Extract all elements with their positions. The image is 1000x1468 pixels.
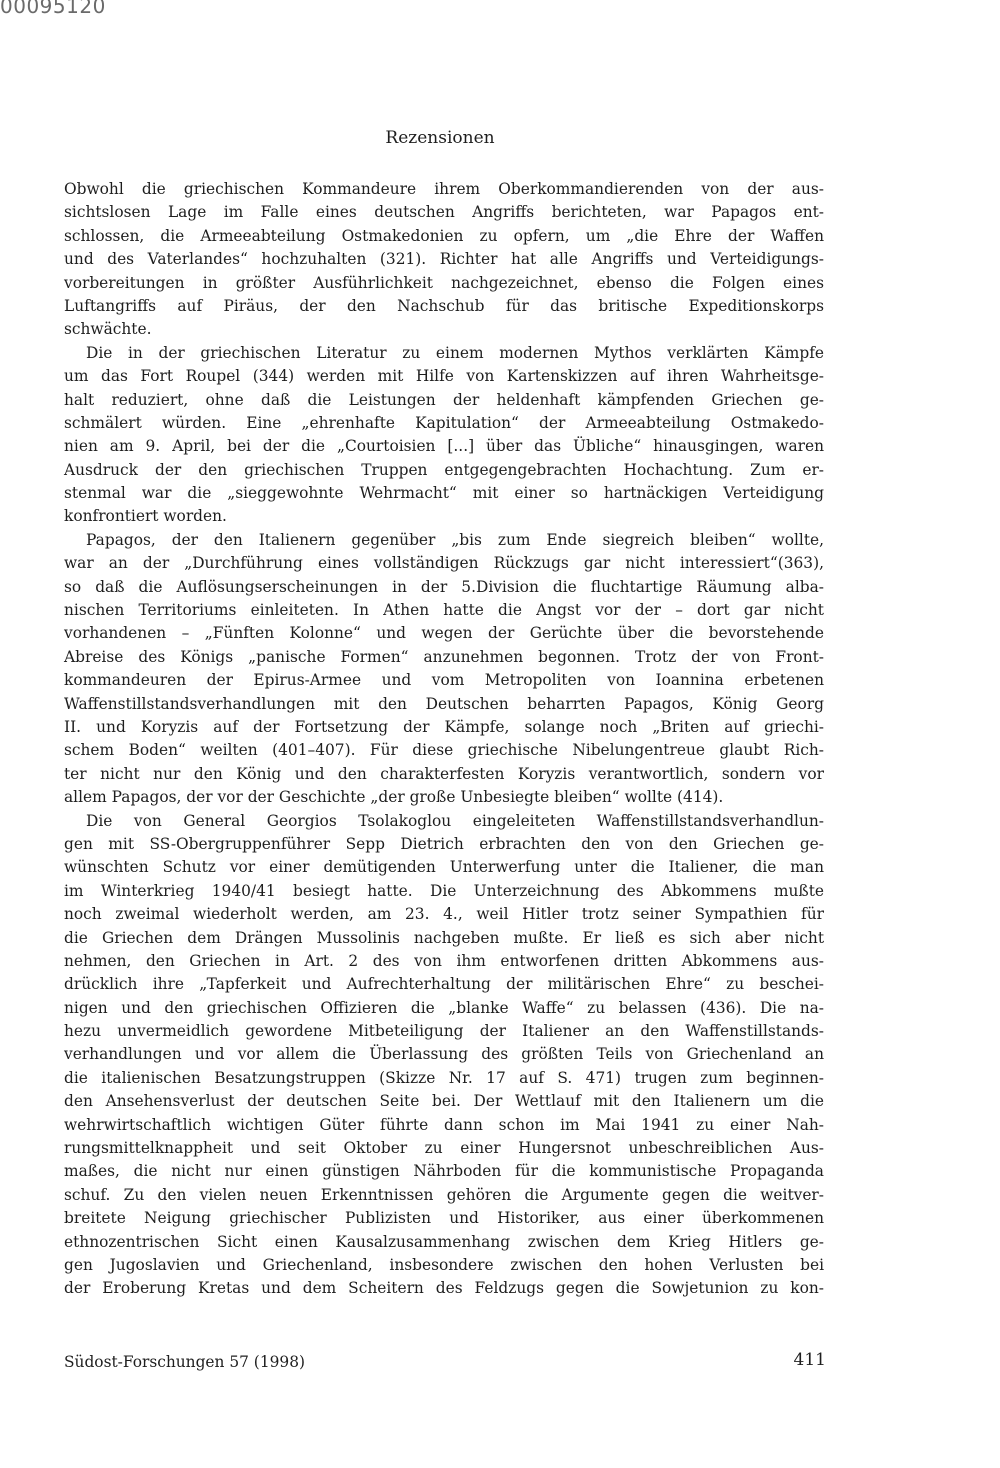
text-line: gen Jugoslavien und Griechenland, insbesondere zwischen den hohen Verlusten bei <box>64 1255 824 1274</box>
text-line: Die von General Georgios Tsolakoglou eingeleiteten Waffenstillstandsverhandlun- <box>86 811 824 830</box>
text-line: so daß die Auflösungserscheinungen in der 5.Division die fluchtartige Räumung alba- <box>64 577 824 596</box>
text-line: kommandeuren der Epirus-Armee und vom Metropoliten von Ioannina erbetenen <box>64 671 824 690</box>
text-line: hezu unvermeidlich gewordene Mitbeteiligung der Italiener an den Waffenstillstands- <box>64 1022 824 1041</box>
text-line: schem Boden“ weilten (401–407). Für diese griechische Nibelungentreue glaubt Rich- <box>64 741 824 760</box>
text-line: den Ansehensverlust der deutschen Seite bei. Der Wettlauf mit den Italienern um die <box>64 1092 824 1111</box>
text-line: gen mit SS-Obergruppenführer Sepp Dietrich erbrachten den von den Griechen ge- <box>64 834 824 853</box>
text-line: Waffenstillstandsverhandlungen mit den Deutschen beharrten Papagos, König Georg <box>64 694 824 713</box>
text-line: Abreise des Königs „panische Formen“ anzunehmen begonnen. Trotz der von Front- <box>64 647 824 666</box>
text-line: und des Vaterlandes“ hochzuhalten (321). Richter hat alle Angriffs und Verteidigungs- <box>64 250 824 269</box>
text-line: drücklich ihre „Tapferkeit und Aufrechterhaltung der militärischen Ehre“ zu beschei- <box>64 975 824 994</box>
text-line: schuf. Zu den vielen neuen Erkenntnissen gehören die Argumente gegen die weitver- <box>64 1185 824 1204</box>
text-line: ter nicht nur den König und den charakterfesten Koryzis verantwortlich, sondern vor <box>64 764 824 783</box>
text-line: ethnozentrischen Sicht einen Kausalzusammenhang zwischen dem Krieg Hitlers ge- <box>64 1232 824 1251</box>
journal-citation: Südost-Forschungen 57 (1998) <box>64 1353 305 1371</box>
text-line: schmälert würden. Eine „ehrenhafte Kapitulation“ der Armeeabteilung Ostmakedo- <box>64 413 824 432</box>
text-line: maßes, die nicht nur einen günstigen Nährboden für die kommunistische Propaganda <box>64 1162 824 1181</box>
running-head: Rezensionen <box>385 128 495 148</box>
text-line: allem Papagos, der vor der Geschichte „der große Unbesiegte bleiben“ wollte (414). <box>64 788 724 807</box>
text-line: war an der „Durchführung eines vollständigen Rückzugs gar nicht interessiert“(363), <box>64 554 824 573</box>
text-line: der Eroberung Kretas und dem Scheitern des Feldzugs gegen die Sowjetunion zu kon- <box>64 1279 824 1298</box>
text-line: schlossen, die Armeeabteilung Ostmakedonien zu opfern, um „die Ehre der Waffen <box>64 226 824 245</box>
text-line: Die in der griechischen Literatur zu einem modernen Mythos verklärten Kämpfe <box>86 343 824 362</box>
text-line: nehmen, den Griechen in Art. 2 des von ihm entworfenen dritten Abkommens aus- <box>64 951 824 970</box>
page-number: 411 <box>793 1350 826 1370</box>
text-line: die Griechen dem Drängen Mussolinis nachgeben mußte. Er ließ es sich aber nicht <box>64 928 824 947</box>
text-line: nien am 9. April, bei der die „Courtoisien [...] über das Übliche“ hinausgingen, waren <box>64 437 824 456</box>
text-line: Papagos, der den Italienern gegenüber „bis zum Ende siegreich bleiben“ wollte, <box>86 530 824 549</box>
text-line: II. und Koryzis auf der Fortsetzung der Kämpfe, solange noch „Briten auf griechi- <box>64 717 824 736</box>
text-line: breitete Neigung griechischer Publizisten und Historiker, aus einer überkommenen <box>64 1209 824 1228</box>
text-line: Ausdruck der den griechischen Truppen entgegengebrachten Hochachtung. Zum er- <box>64 460 824 479</box>
text-line: sichtslosen Lage im Falle eines deutschen Angriffs berichteten, war Papagos ent- <box>64 203 824 222</box>
text-line: wünschten Schutz vor einer demütigenden Unterwerfung unter die Italiener, die man <box>64 858 824 877</box>
text-line: verhandlungen und vor allem die Überlassung des größten Teils von Griechenland an <box>64 1045 824 1064</box>
text-line: Luftangriffs auf Piräus, der den Nachschub für das britische Expeditionskorps <box>64 296 824 315</box>
text-line: konfrontiert worden. <box>64 507 227 526</box>
text-line: Obwohl die griechischen Kommandeure ihrem Oberkommandierenden von der aus- <box>64 180 824 198</box>
review-body <box>64 178 824 1301</box>
text-line: die italienischen Besatzungstruppen (Skizze Nr. 17 auf S. 471) trugen zum beginnen- <box>64 1068 824 1087</box>
text-line: halt reduziert, ohne daß die Leistungen der heldenhaft kämpfenden Griechen ge- <box>64 390 824 409</box>
text-line: vorbereitungen in größter Ausführlichkeit nachgezeichnet, ebenso die Folgen eines <box>64 273 824 292</box>
text-line: stenmal war die „sieggewohnte Wehrmacht“ mit einer so hartnäckigen Verteidigung <box>64 484 824 503</box>
text-line: nigen und den griechischen Offizieren die „blanke Waffe“ zu belassen (436). Die na- <box>64 998 824 1017</box>
text-line: um das Fort Roupel (344) werden mit Hilfe von Kartenskizzen auf ihren Wahrheitsge- <box>64 367 824 386</box>
text-line: schwächte. <box>64 320 152 339</box>
text-line: vorhandenen – „Fünften Kolonne“ und wegen der Gerüchte über die bevorstehende <box>64 624 824 643</box>
archive-id: 00095120 <box>0 0 106 18</box>
text-line: im Winterkrieg 1940/41 besiegt hatte. Die Unterzeichnung des Abkommens mußte <box>64 881 824 900</box>
text-line: rungsmittelknappheit und seit Oktober zu einer Hungersnot unbeschreiblichen Aus- <box>64 1139 824 1158</box>
text-line: nischen Territoriums einleiteten. In Athen hatte die Angst vor der – dort gar nicht <box>64 601 824 620</box>
text-line: noch zweimal wiederholt werden, am 23. 4., weil Hitler trotz seiner Sympathien für <box>64 905 824 924</box>
text-line: wehrwirtschaftlich wichtigen Güter führte dann schon im Mai 1941 zu einer Nah- <box>64 1115 824 1134</box>
